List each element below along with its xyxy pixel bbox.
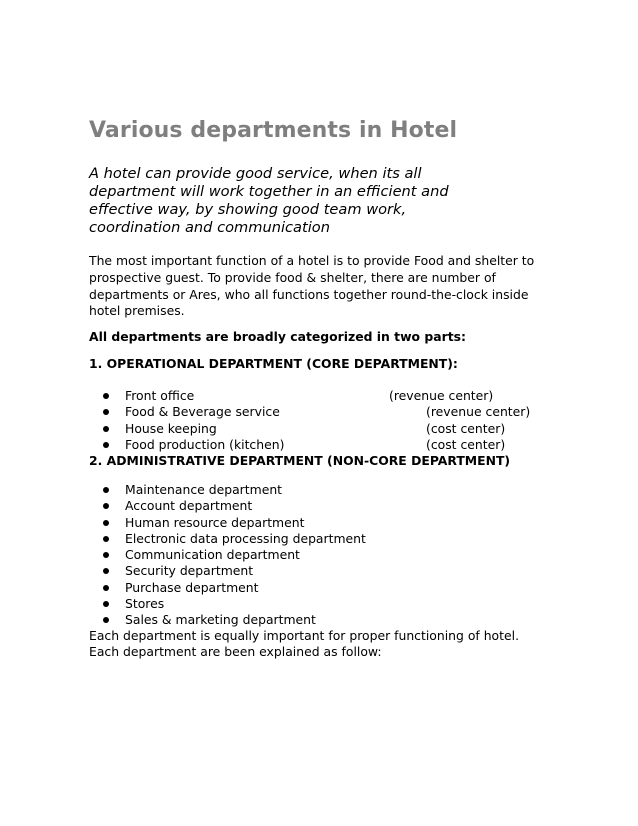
closing-line: Each department are been explained as follow: [89, 644, 382, 660]
list-item [89, 515, 366, 531]
department-name: Electronic data processing department [125, 530, 366, 546]
list-item [89, 596, 366, 612]
categorized-heading: All departments are broadly categorized in two parts: [89, 329, 466, 344]
list-item [89, 547, 366, 563]
list-item [89, 580, 366, 596]
bullet-icon [103, 520, 109, 526]
bullet-icon [103, 536, 109, 542]
bullet-icon [103, 393, 109, 399]
list-item [89, 388, 549, 404]
operational-heading: 1. OPERATIONAL DEPARTMENT (CORE DEPARTMENT): [89, 356, 458, 371]
closing-line: Each department is equally important for proper functioning of hotel. [89, 628, 520, 643]
paragraph-line: The most important function of a hotel is to provide Food and shelter to [89, 253, 535, 268]
center-tag: (cost center) [426, 420, 506, 436]
intro-line: A hotel can provide good service, when its all [89, 165, 422, 182]
bullet-icon [103, 487, 109, 493]
bullet-icon [103, 617, 109, 623]
list-item [89, 531, 366, 547]
list-item [89, 421, 549, 437]
paragraph-line: departments or Ares, who all functions together round-the-clock inside [89, 286, 529, 302]
department-name: Purchase department [125, 579, 259, 595]
department-name: Stores [125, 596, 165, 612]
department-name: Security department [125, 563, 254, 579]
department-name: Sales & marketing department [125, 612, 316, 628]
bullet-icon [103, 409, 109, 415]
list-item [89, 437, 549, 453]
administrative-list [89, 482, 366, 629]
intro-line: effective way, by showing good team work, [89, 201, 407, 218]
intro-text [89, 165, 449, 237]
department-name: Maintenance department [125, 482, 283, 497]
center-tag: (revenue center) [426, 404, 531, 420]
administrative-heading: 2. ADMINISTRATIVE DEPARTMENT (NON-CORE DEPARTMENT) [89, 453, 511, 468]
list-item [89, 404, 549, 420]
department-name: House keeping [125, 420, 217, 436]
bullet-icon [103, 568, 109, 574]
closing-text [89, 628, 519, 661]
list-item [89, 612, 366, 628]
bullet-icon [103, 503, 109, 509]
bullet-icon [103, 585, 109, 591]
department-name: Human resource department [125, 514, 305, 530]
department-name: Front office [125, 388, 195, 403]
center-tag: (revenue center) [389, 388, 494, 403]
operational-list [89, 388, 549, 453]
bullet-icon [103, 552, 109, 558]
intro-line: department will work together in an efficient and [89, 183, 449, 200]
center-tag: (cost center) [426, 436, 506, 452]
list-item [89, 498, 366, 514]
bullet-icon [103, 442, 109, 448]
list-item [89, 563, 366, 579]
department-name: Account department [125, 498, 253, 514]
intro-line: coordination and communication [89, 219, 330, 236]
page-title: Various departments in Hotel [89, 118, 458, 143]
paragraph-line: hotel premises. [89, 303, 185, 319]
list-item [89, 482, 366, 498]
body-paragraph [89, 253, 534, 320]
department-name: Food & Beverage service [125, 404, 280, 420]
department-name: Communication department [125, 547, 300, 563]
bullet-icon [103, 426, 109, 432]
bullet-icon [103, 601, 109, 607]
paragraph-line: prospective guest. To provide food & shelter, there are number of [89, 269, 496, 285]
department-name: Food production (kitchen) [125, 436, 285, 452]
